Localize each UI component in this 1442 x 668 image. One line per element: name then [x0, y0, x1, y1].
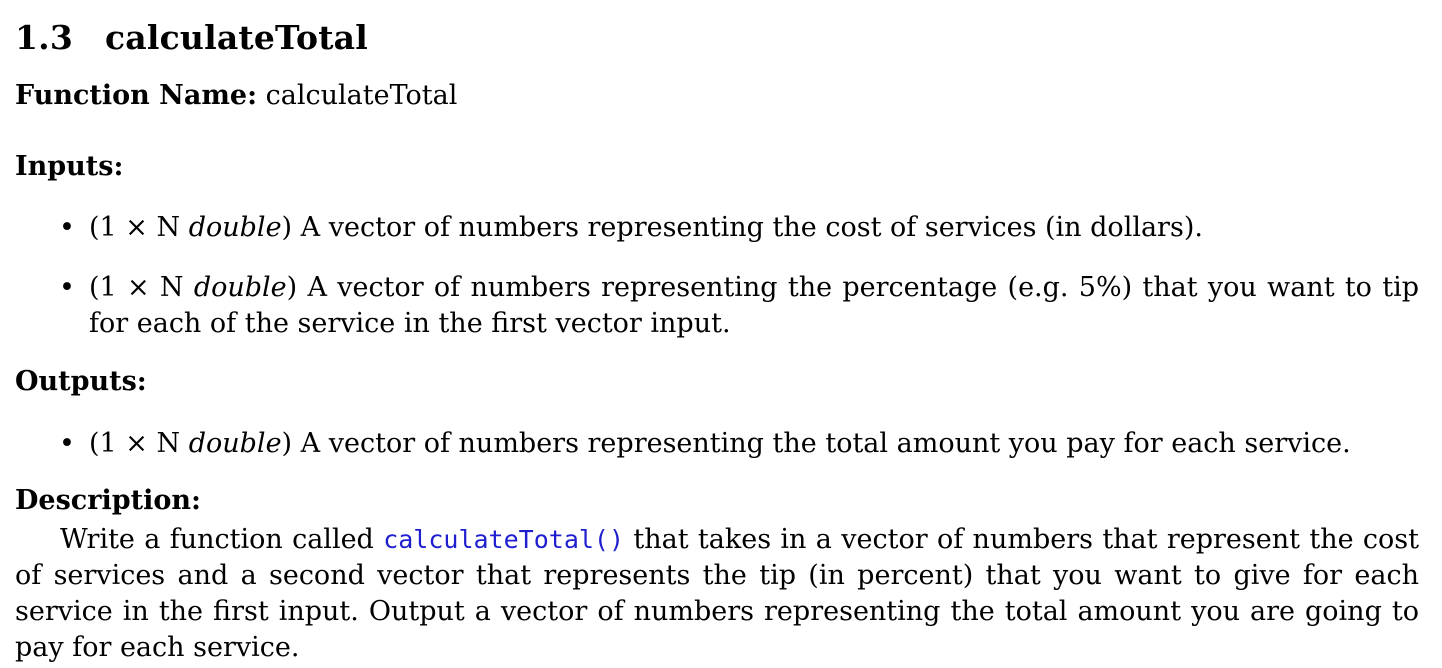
input-item-2	[59, 270, 1419, 342]
type-suffix: )	[281, 428, 293, 459]
type-name: double	[188, 212, 282, 243]
bullet-icon: •	[59, 212, 75, 243]
function-code: calculateTotal()	[383, 525, 625, 554]
output-item-1	[59, 426, 1419, 462]
description-heading: Description:	[15, 485, 201, 516]
output-description: A vector of numbers representing the total amount you pay for each service.	[292, 428, 1351, 459]
input-item-2-text	[89, 270, 1419, 342]
input-item-1-text	[89, 210, 1419, 246]
inputs-heading: Inputs:	[15, 151, 124, 182]
bullet-icon: •	[59, 272, 75, 303]
type-suffix: )	[281, 212, 293, 243]
bullet-icon: •	[59, 428, 75, 459]
description-paragraph	[15, 522, 1419, 666]
type-prefix: (1 × N	[89, 272, 194, 303]
type-name: double	[193, 272, 287, 303]
function-name-label: Function Name:	[15, 80, 258, 111]
section-number: 1.3	[15, 18, 74, 57]
section-title-text: calculateTotal	[105, 18, 368, 57]
input-description: A vector of numbers representing the cost of services (in dollars).	[292, 212, 1203, 243]
section-title	[15, 18, 368, 57]
outputs-heading: Outputs:	[15, 366, 147, 397]
input-description: A vector of numbers representing the percentage (e.g. 5%) that you want to tip for each of the service in the first vector input.	[89, 272, 1419, 339]
input-item-1	[59, 210, 1419, 246]
type-suffix: )	[286, 272, 298, 303]
type-prefix: (1 × N	[89, 212, 189, 243]
description-text-before: Write a function called	[60, 524, 384, 555]
output-item-1-text	[89, 426, 1419, 462]
type-prefix: (1 × N	[89, 428, 189, 459]
function-name-line	[15, 80, 457, 111]
function-name-value: calculateTotal	[265, 80, 458, 111]
type-name: double	[188, 428, 282, 459]
description-text-after: that takes in a vector of numbers that represent the cost of services and a second vector that represents the tip (in percent) that you want to give for each service in the first input. Output a vector of numbers representing the total amount you are going to pay for each service.	[15, 524, 1419, 663]
